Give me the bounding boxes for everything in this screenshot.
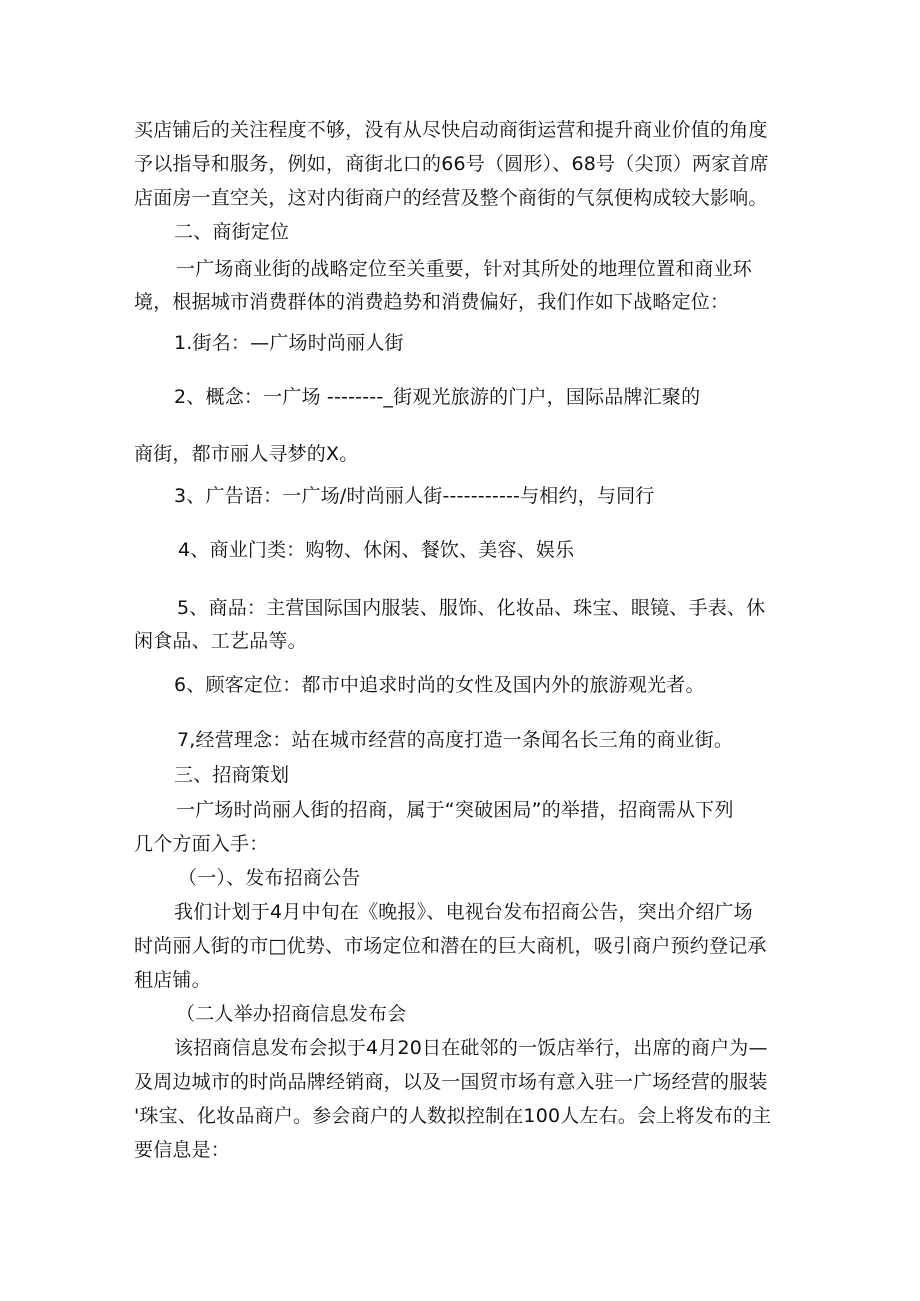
list-item: 4、商业门类：购物、休闲、餐饮、美容、娱乐 <box>178 539 575 561</box>
list-item: 5、商品：主营国际国内服装、服饰、化妆品、珠宝、眼镜、手表、休 <box>177 597 766 619</box>
list-item: 3、广告语：一广场/时尚丽人街-----------与相约，与同行 <box>174 485 655 507</box>
text-line: 予以指导和服务，例如，商街北口的66号（圆形）、68号（尖顶）两家首席 <box>134 153 769 175</box>
section-heading: 二、商街定位 <box>174 221 290 243</box>
subsection-heading: （一）、发布招商公告 <box>178 867 361 889</box>
list-item: 2、概念：一广场 --------_街观光旅游的门户，国际品牌汇聚的 <box>174 386 701 408</box>
text-line: 我们计划于4月中旬在《晚报》、电视台发布招商公告，突出介绍广场 <box>174 901 753 923</box>
text-line: 闲食品、工艺品等。 <box>134 630 307 652</box>
text-line: 店面房一直空关，这对内街商户的经营及整个商街的气氛便构成较大影响。 <box>134 187 768 209</box>
text-line: 租店铺。 <box>134 969 211 991</box>
text-line: 买店铺后的关注程度不够，没有从尽快启动商街运营和提升商业价值的角度 <box>134 119 768 141</box>
text-line: 几个方面入手： <box>134 833 269 855</box>
text-line: 要信息是： <box>134 1139 231 1161</box>
text-line: 一广场商业街的战略定位至关重要，针对其所处的地理位置和商业环 <box>176 258 753 280</box>
list-item: 1.街名：—广场时尚丽人街 <box>174 332 404 354</box>
text-line: 及周边城市的时尚品牌经销商，以及一国贸市场有意入驻一广场经营的服装 <box>134 1071 768 1093</box>
text-line: 一广场时尚丽人街的招商，属于“突破困局”的举措，招商需从下列 <box>176 799 734 821</box>
text-line: 该招商信息发布会拟于4月20日在砒邻的一饭店举行，出席的商户为— <box>174 1037 768 1059</box>
text-line: '珠宝、化妆品商户。参会商户的人数拟控制在100人左右。会上将发布的主 <box>134 1105 772 1127</box>
text-line: 境，根据城市消费群体的消费趋势和消费偏好，我们作如下战略定位： <box>134 291 730 313</box>
text-line: 时尚丽人街的市□优势、市场定位和潜在的巨大商机，吸引商户预约登记承 <box>134 935 767 957</box>
subsection-heading: （二人举办招商信息发布会 <box>176 1003 407 1025</box>
text-line: 商街，都市丽人寻梦的X。 <box>134 443 359 465</box>
list-item: 6、顾客定位：都市中追求时尚的女性及国内外的旅游观光者。 <box>174 674 705 696</box>
section-heading: 三、招商策划 <box>174 764 290 786</box>
list-item: 7,经营理念：站在城市经营的高度打造一条闻名长三角的商业街。 <box>177 729 734 751</box>
